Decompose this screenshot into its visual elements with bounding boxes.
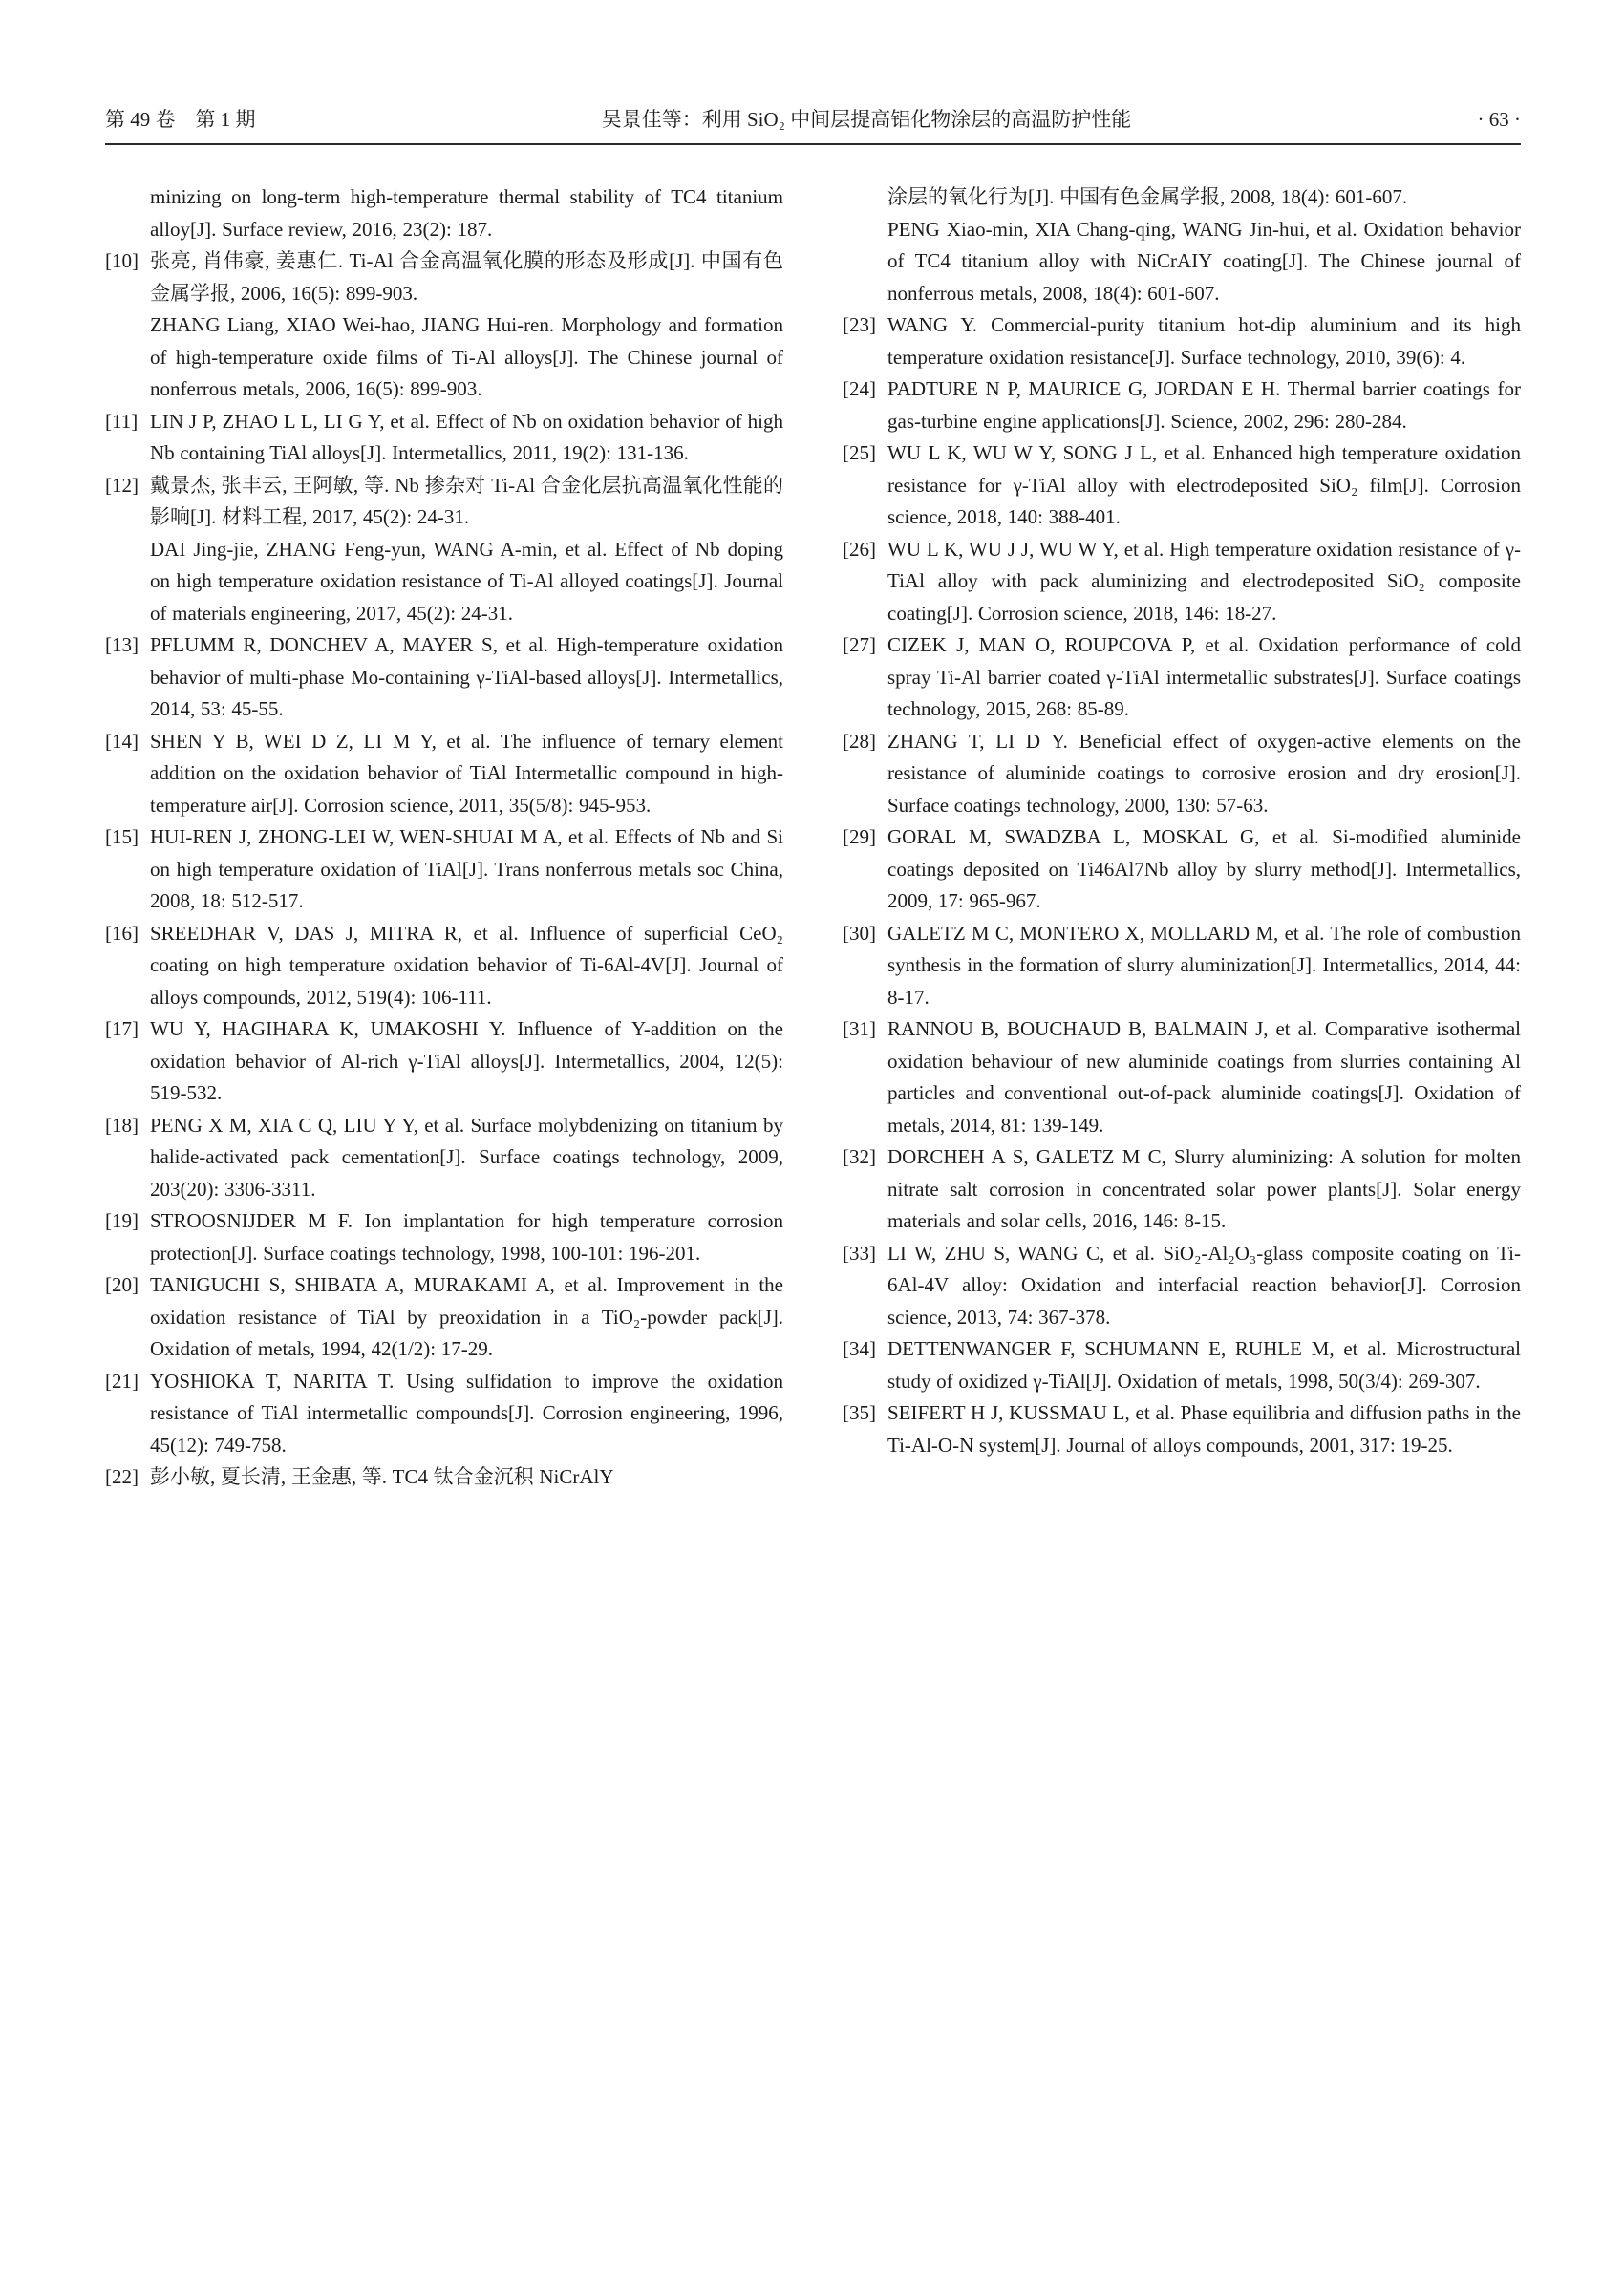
reference-text: 戴景杰, 张丰云, 王阿敏, 等. Nb 掺杂对 Ti-Al 合金化层抗高温氧化性能的影响[J]. 材料工程, 2017, 45(2): 24-31. [150,473,783,528]
reference-body [887,629,1521,726]
page-content [105,107,1521,1494]
reference-text: PENG Xiao-min, XIA Chang-qing, WANG Jin-hui, et al. Oxidation behavior of TC4 titanium alloy with NiCrAIY coating[J]. The Chinese journal of nonferrous metals, 2008, 18(4): 601-607. [887,217,1521,305]
reference-text: PENG X M, XIA C Q, LIU Y Y, et al. Surface molybdenizing on titanium by halide-activated pack cementation[J]. Surface coatings technology, 2009, 203(20): 3306-3311. [150,1113,783,1201]
reference-item [105,470,783,630]
reference-text: TANIGUCHI S, SHIBATA A, MURAKAMI A, et al. Improvement in the oxidation resistance of TiAl by preoxidation in a TiO₂-powder pack[J]. Oxidation of metals, 1994, 42(1/2): 17-29. [150,1273,783,1360]
reference-item [843,1141,1521,1238]
header-rule [105,143,1521,145]
reference-body [150,406,783,470]
reference-number: [13] [105,633,139,656]
reference-text: ZHANG T, LI D Y. Beneficial effect of oxygen-active elements on the resistance of aluminide coatings to corrosive erosion and dry erosion[J]. Surface coatings technology, 2000, 130: 57-63. [887,729,1521,817]
reference-item [105,1110,783,1206]
reference-text: WU L K, WU J J, WU W Y, et al. High temperature oxidation resistance of γ-TiAl alloy with pack aluminizing and electrodeposited SiO₂ composite coating[J]. Corrosion science, 2018, 146: 18-27. [887,537,1521,625]
reference-item [105,1366,783,1462]
reference-body [887,309,1521,373]
reference-item [843,534,1521,630]
reference-item [105,181,783,245]
reference-number: [12] [105,473,139,497]
reference-item [105,821,783,918]
reference-number: [19] [105,1209,139,1232]
reference-body [887,918,1521,1014]
reference-text: SEIFERT H J, KUSSMAU L, et al. Phase equilibria and diffusion paths in the Ti-Al-O-N system[J]. Journal of alloys compounds, 2001, 317: 19-25. [887,1401,1521,1457]
reference-number: [21] [105,1369,139,1393]
reference-number: [17] [105,1017,139,1040]
reference-number: [25] [843,441,876,464]
reference-body [887,437,1521,534]
reference-body [887,821,1521,918]
reference-body [150,726,783,822]
header-page-number: · 63 · [1477,108,1521,131]
reference-text: WU L K, WU W Y, SONG J L, et al. Enhanced high temperature oxidation resistance for γ-TiAl alloy with electrodeposited SiO₂ film[J]. Corrosion science, 2018, 140: 388-401. [887,441,1521,528]
reference-body [150,1013,783,1110]
reference-number: [27] [843,633,876,656]
reference-item [105,918,783,1014]
reference-text: WU Y, HAGIHARA K, UMAKOSHI Y. Influence of Y-addition on the oxidation behavior of Al-rich γ-TiAl alloys[J]. Intermetallics, 2004, 12(5): 519-532. [150,1017,783,1104]
reference-item [843,918,1521,1014]
reference-number: [33] [843,1241,876,1265]
reference-body [887,1238,1521,1334]
header-volume-issue: 第 49 卷 第 1 期 [105,108,256,131]
reference-item [105,629,783,726]
reference-number: [32] [843,1145,876,1168]
reference-number: [24] [843,377,876,400]
reference-body [150,1366,783,1462]
reference-body [150,1110,783,1206]
reference-item [105,1461,783,1494]
reference-text: CIZEK J, MAN O, ROUPCOVA P, et al. Oxidation performance of cold spray Ti-Al barrier coated γ-TiAl intermetallic substrates[J]. Surface coatings technology, 2015, 268: 85-89. [887,633,1521,720]
reference-number: [14] [105,729,139,753]
reference-text: PADTURE N P, MAURICE G, JORDAN E H. Thermal barrier coatings for gas-turbine engine applications[J]. Science, 2002, 296: 280-284. [887,377,1521,433]
reference-number: [10] [105,249,139,272]
reference-text: WANG Y. Commercial-purity titanium hot-dip aluminium and its high temperature oxidation resistance[J]. Surface technology, 2010, 39(6): 4. [887,313,1521,369]
reference-number: [23] [843,313,876,336]
reference-number: [11] [105,409,139,433]
reference-body [150,629,783,726]
reference-text: LIN J P, ZHAO L L, LI G Y, et al. Effect of Nb on oxidation behavior of high Nb containing TiAl alloys[J]. Intermetallics, 2011, 19(2): 131-136. [150,409,783,464]
reference-text: SREEDHAR V, DAS J, MITRA R, et al. Influence of superficial CeO₂ coating on high temperature oxidation behavior of Ti-6Al-4V[J]. Journal of alloys compounds, 2012, 519(4): 106-111. [150,921,783,1009]
references-column-left [105,181,783,1494]
reference-item [843,1333,1521,1397]
reference-item [843,1013,1521,1141]
reference-text: DETTENWANGER F, SCHUMANN E, RUHLE M, et al. Microstructural study of oxidized γ-TiAl[J]. Oxidation of metals, 1998, 50(3/4): 269-307. [887,1337,1521,1393]
reference-text: STROOSNIJDER M F. Ion implantation for high temperature corrosion protection[J]. Surface coatings technology, 1998, 100-101: 196-201. [150,1209,783,1265]
reference-text: ZHANG Liang, XIAO Wei-hao, JIANG Hui-ren. Morphology and formation of high-temperature oxide films of Ti-Al alloys[J]. The Chinese journal of nonferrous metals, 2006, 16(5): 899-903. [150,313,783,400]
reference-body [150,821,783,918]
references-column-right [843,181,1521,1494]
reference-number: [20] [105,1273,139,1296]
reference-item [105,1269,783,1366]
reference-body [150,245,783,406]
reference-item [105,1013,783,1110]
references-section [105,181,1521,1494]
reference-number: [30] [843,921,876,945]
reference-body [887,1333,1521,1397]
reference-item [105,726,783,822]
reference-text: 涂层的氧化行为[J]. 中国有色金属学报, 2008, 18(4): 601-607. [887,185,1408,208]
reference-body [887,1397,1521,1461]
reference-item [843,629,1521,726]
page-header [105,107,1521,132]
reference-item [843,821,1521,918]
header-running-title: 吴景佳等：利用 SiO₂ 中间层提高铝化物涂层的高温防护性能 [601,108,1132,131]
reference-text: 张亮, 肖伟豪, 姜惠仁. Ti-Al 合金高温氧化膜的形态及形成[J]. 中国有色金属学报, 2006, 16(5): 899-903. [150,249,783,305]
reference-item [843,373,1521,437]
reference-text: GALETZ M C, MONTERO X, MOLLARD M, et al. The role of combustion synthesis in the formation of slurry aluminization[J]. Intermetallics, 2014, 44: 8-17. [887,921,1521,1009]
reference-text: HUI-REN J, ZHONG-LEI W, WEN-SHUAI M A, et al. Effects of Nb and Si on high temperature oxidation of TiAl[J]. Trans nonferrous metals soc China, 2008, 18: 512-517. [150,825,783,912]
reference-text: DORCHEH A S, GALETZ M C, Slurry aluminizing: A solution for molten nitrate salt corrosion in concentrated solar power plants[J]. Solar energy materials and solar cells, 2016, 146: 8-15. [887,1145,1521,1232]
reference-body [150,1205,783,1269]
reference-text: LI W, ZHU S, WANG C, et al. SiO₂-Al₂O₃-glass composite coating on Ti-6Al-4V alloy: Oxidation and interfacial reaction behavior[J]. Corrosion science, 2013, 74: 367-378. [887,1241,1521,1329]
reference-item [843,437,1521,534]
reference-item [843,1397,1521,1461]
reference-item [843,309,1521,373]
reference-text: GORAL M, SWADZBA L, MOSKAL G, et al. Si-modified aluminide coatings deposited on Ti46Al7Nb alloy by slurry method[J]. Intermetallics, 2009, 17: 965-967. [887,825,1521,912]
reference-text: DAI Jing-jie, ZHANG Feng-yun, WANG A-min, et al. Effect of Nb doping on high temperature oxidation resistance of Ti-Al alloyed coatings[J]. Journal of materials engineering, 2017, 45(2): 24-31. [150,537,783,625]
reference-body [150,918,783,1014]
reference-number: [28] [843,729,876,753]
reference-text: RANNOU B, BOUCHAUD B, BALMAIN J, et al. Comparative isothermal oxidation behaviour of new aluminide coatings from slurries containing Al particles and conventional out-of-pack aluminide coatings[J]. Oxidation of metals, 2014, 81: 139-149. [887,1017,1521,1137]
reference-number: [18] [105,1113,139,1137]
reference-item [105,245,783,406]
reference-item [843,181,1521,309]
reference-item [105,1205,783,1269]
reference-item [105,406,783,470]
reference-number: [35] [843,1401,876,1424]
reference-text: SHEN Y B, WEI D Z, LI M Y, et al. The influence of ternary element addition on the oxidation behavior of TiAl Intermetallic compound in high-temperature air[J]. Corrosion science, 2011, 35(5/8): 945-953. [150,729,783,817]
reference-body [887,1141,1521,1238]
reference-text: PFLUMM R, DONCHEV A, MAYER S, et al. High-temperature oxidation behavior of multi-phase Mo-containing γ-TiAl-based alloys[J]. Intermetallics, 2014, 53: 45-55. [150,633,783,720]
reference-item [843,1238,1521,1334]
reference-body [887,181,1521,309]
reference-number: [31] [843,1017,876,1040]
reference-body [887,373,1521,437]
reference-text: YOSHIOKA T, NARITA T. Using sulfidation to improve the oxidation resistance of TiAl intermetallic compounds[J]. Corrosion engineering, 1996, 45(12): 749-758. [150,1369,783,1457]
reference-body [887,1013,1521,1141]
reference-number: [34] [843,1337,876,1360]
reference-number: [26] [843,537,876,561]
reference-body [887,726,1521,822]
reference-text: 彭小敏, 夏长清, 王金惠, 等. TC4 钛合金沉积 NiCrAlY [150,1465,614,1488]
reference-body [887,534,1521,630]
reference-number: [22] [105,1465,139,1488]
reference-number: [15] [105,825,139,848]
reference-body [150,1269,783,1366]
reference-number: [16] [105,921,139,945]
reference-body [150,181,783,245]
reference-text: minizing on long-term high-temperature thermal stability of TC4 titanium alloy[J]. Surface review, 2016, 23(2): 187. [150,185,783,241]
reference-item [843,726,1521,822]
reference-body [150,1461,783,1494]
reference-number: [29] [843,825,876,848]
reference-body [150,470,783,630]
